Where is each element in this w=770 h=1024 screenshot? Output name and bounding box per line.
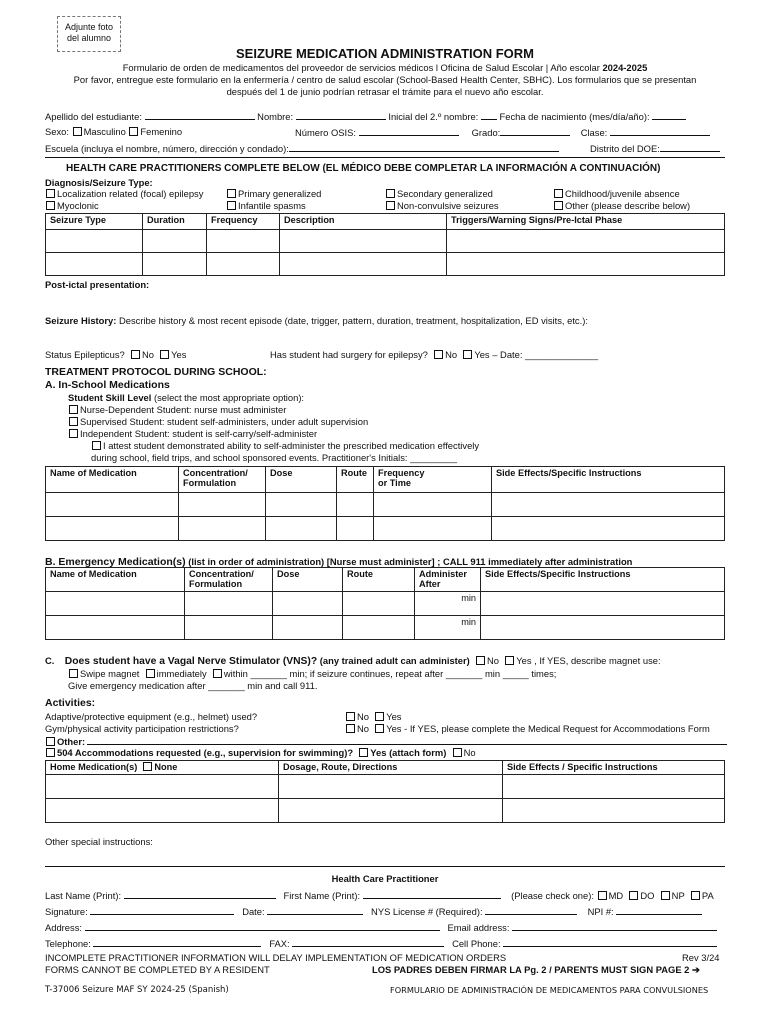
form-title: SEIZURE MEDICATION ADMINISTRATION FORM bbox=[235, 46, 535, 61]
student-row-2: Sexo: Masculino Femenino bbox=[45, 126, 183, 137]
home-med-table bbox=[45, 760, 725, 823]
skill-opt2: Supervised Student: student self-administers, under adult supervision bbox=[68, 416, 368, 427]
diag-opt4: Childhood/juvenile absence bbox=[553, 188, 680, 199]
activity-other: Other: bbox=[45, 735, 727, 747]
school-row: Escuela (incluya el nombre, número, dirección y condado): bbox=[45, 142, 559, 154]
npi-field[interactable] bbox=[616, 905, 702, 915]
other-checkbox[interactable] bbox=[46, 737, 55, 746]
osis-field[interactable] bbox=[359, 126, 459, 136]
first-name-field[interactable] bbox=[296, 110, 386, 120]
activity-q2: Gym/physical activity participation restrictions? bbox=[45, 723, 239, 734]
table-row[interactable] bbox=[46, 230, 725, 253]
practitioner-row4: Telephone: FAX: Cell Phone: bbox=[45, 937, 717, 949]
fax-field[interactable] bbox=[292, 937, 444, 947]
equip-no-checkbox[interactable] bbox=[346, 712, 355, 721]
col-frequency: Frequency bbox=[207, 214, 280, 230]
diag-opt6: Infantile spasms bbox=[226, 200, 306, 211]
home-none-checkbox[interactable] bbox=[143, 762, 152, 771]
footer-form-name: FORMULARIO DE ADMINISTRACIÓN DE MEDICAMENTOS PARA CONVULSIONES bbox=[390, 985, 709, 995]
class-field[interactable] bbox=[610, 126, 710, 136]
acc-no-checkbox[interactable] bbox=[453, 748, 462, 757]
vns-yes-checkbox[interactable] bbox=[505, 656, 514, 665]
other-field[interactable] bbox=[87, 735, 727, 745]
header-sub2: Por favor, entregue este formulario en la enfermería / centro de salud escolar (School-Based Health Center, SBHC). Los formularios que se presentan bbox=[73, 74, 697, 85]
col-dosage: Dosage, Route, Directions bbox=[279, 761, 503, 775]
col-em-concentration: Concentration/ Formulation bbox=[185, 568, 273, 592]
gym-no-checkbox[interactable] bbox=[346, 724, 355, 733]
diag-checkbox-6[interactable] bbox=[227, 201, 236, 210]
diag-opt7: Non-convulsive seizures bbox=[385, 200, 499, 211]
col-route: Route bbox=[337, 467, 374, 493]
col-duration: Duration bbox=[143, 214, 207, 230]
col-em-administer: Administer After bbox=[415, 568, 481, 592]
grade-field[interactable] bbox=[500, 126, 570, 136]
attest-line2: during school, field trips, and school sponsored events. Practitioner's Initials: _________ bbox=[91, 452, 458, 463]
activities-heading: Activities: bbox=[45, 697, 96, 709]
table-row[interactable] bbox=[46, 592, 725, 616]
attest-checkbox[interactable] bbox=[92, 441, 101, 450]
practitioner-row2: Signature: Date: NYS License # (Required): NPI #: bbox=[45, 905, 702, 917]
photo-label-1: Adjunte foto bbox=[64, 22, 114, 32]
skill-opt3: Independent Student: student is self-carry/self-administer bbox=[68, 428, 317, 439]
seizure-table bbox=[45, 213, 725, 276]
emergency-med-table bbox=[45, 567, 725, 640]
footer-sign: LOS PADRES DEBEN FIRMAR LA Pg. 2 / PARENTS MUST SIGN PAGE 2 ➔ bbox=[372, 964, 700, 975]
accommodations-row: 504 Accommodations requested (e.g., supervision for swimming)? Yes (attach form) No bbox=[45, 747, 476, 758]
status-yes-checkbox[interactable] bbox=[160, 350, 169, 359]
practitioner-heading: Health Care Practitioner bbox=[331, 873, 439, 884]
vns-line3: Give emergency medication after _______ min and call 911. bbox=[68, 680, 318, 691]
surgery-row: Has student had surgery for epilepsy? No Yes – Date: ______________ bbox=[270, 349, 599, 360]
footer-warn2: FORMS CANNOT BE COMPLETED BY A RESIDENT bbox=[45, 964, 270, 975]
practitioner-row3: Address: Email address: bbox=[45, 921, 717, 933]
diag-checkbox-2[interactable] bbox=[227, 189, 236, 198]
col-home-med: Home Medication(s) None bbox=[46, 761, 279, 775]
col-em-side-effects: Side Effects/Specific Instructions bbox=[481, 568, 725, 592]
initial-field[interactable] bbox=[481, 110, 497, 120]
other-special-label: Other special instructions: bbox=[45, 836, 153, 847]
col-med-name: Name of Medication bbox=[46, 467, 179, 493]
skill-label: Student Skill Level (select the most appropriate option): bbox=[68, 392, 305, 403]
attest-line1: I attest student demonstrated ability to self-administer the prescribed medication effectively bbox=[91, 440, 479, 451]
min-cell: min bbox=[415, 616, 481, 640]
col-concentration: Concentration/ Formulation bbox=[179, 467, 266, 493]
header-sub3: después del 1 de junio podrían retrasar el trámite para el nuevo año escolar. bbox=[226, 86, 544, 97]
diag-checkbox-8[interactable] bbox=[554, 201, 563, 210]
acc-checkbox[interactable] bbox=[46, 748, 55, 757]
hcp-divider bbox=[45, 157, 725, 158]
activity-a2: No Yes - If YES, please complete the Medical Request for Accommodations Form bbox=[345, 723, 710, 734]
col-description: Description bbox=[280, 214, 447, 230]
diag-opt3: Secondary generalized bbox=[385, 188, 493, 199]
table-row[interactable] bbox=[46, 517, 725, 541]
protocol-heading: TREATMENT PROTOCOL DURING SCHOOL: bbox=[45, 366, 267, 378]
gym-yes-checkbox[interactable] bbox=[375, 724, 384, 733]
hcp-last-name-field[interactable] bbox=[124, 889, 276, 899]
date-field[interactable] bbox=[267, 905, 363, 915]
student-row-1: Apellido del estudiante: Nombre: Inicial del 2.º nombre: Fecha de nacimiento (mes/día/año): bbox=[45, 110, 686, 122]
school-field[interactable] bbox=[289, 142, 559, 152]
practitioner-row1: Last Name (Print): First Name (Print): (Please check one): MD DO NP PA bbox=[45, 890, 714, 901]
col-frequency-time: Frequency or Time bbox=[374, 467, 492, 493]
diag-opt8: Other (please describe below) bbox=[553, 200, 690, 211]
skill-checkbox-3[interactable] bbox=[69, 429, 78, 438]
last-name-field[interactable] bbox=[145, 110, 255, 120]
equip-yes-checkbox[interactable] bbox=[375, 712, 384, 721]
activity-q1: Adaptive/protective equipment (e.g., helmet) used? bbox=[45, 711, 258, 722]
hcp-first-name-field[interactable] bbox=[363, 889, 501, 899]
table-row[interactable] bbox=[46, 616, 725, 640]
col-home-side-effects: Side Effects / Specific Instructions bbox=[503, 761, 725, 775]
telephone-field[interactable] bbox=[93, 937, 261, 947]
post-ictal-label: Post-ictal presentation: bbox=[45, 279, 150, 290]
col-em-med-name: Name of Medication bbox=[46, 568, 185, 592]
male-checkbox[interactable] bbox=[73, 127, 82, 136]
md-checkbox[interactable] bbox=[598, 891, 607, 900]
diag-opt1: Localization related (focal) epilepsy bbox=[45, 188, 203, 199]
col-em-dose: Dose bbox=[273, 568, 343, 592]
skill-checkbox-1[interactable] bbox=[69, 405, 78, 414]
footer-warn1: INCOMPLETE PRACTITIONER INFORMATION WILL DELAY IMPLEMENTATION OF MEDICATION ORDERS bbox=[45, 952, 507, 963]
section-b-heading: B. Emergency Medication(s) (list in order of administration) [Nurse must administer] ; CALL 911 immediately after administration bbox=[45, 556, 633, 568]
np-checkbox[interactable] bbox=[661, 891, 670, 900]
footer-code: T-37006 Seizure MAF SY 2024-25 (Spanish) bbox=[45, 985, 229, 995]
swipe-checkbox[interactable] bbox=[69, 669, 78, 678]
practitioner-divider bbox=[45, 866, 725, 867]
header-sub1: Formulario de orden de medicamentos del proveedor de servicios médicos l Oficina de Salud Escolar | Año escolar 2024-2025 bbox=[122, 62, 648, 73]
col-side-effects: Side Effects/Specific Instructions bbox=[492, 467, 725, 493]
table-row[interactable] bbox=[46, 775, 725, 799]
diag-opt5: Myoclonic bbox=[45, 200, 99, 211]
surgery-no-checkbox[interactable] bbox=[434, 350, 443, 359]
diag-opt2: Primary generalized bbox=[226, 188, 321, 199]
status-no-checkbox[interactable] bbox=[131, 350, 140, 359]
col-triggers: Triggers/Warning Signs/Pre-Ictal Phase bbox=[447, 214, 725, 230]
dob-field[interactable] bbox=[652, 110, 686, 120]
license-field[interactable] bbox=[485, 905, 577, 915]
vns-line2: Swipe magnet immediately within _______ min; if seizure continues, repeat after _______ min _____ times; bbox=[68, 668, 556, 679]
history-row: Seizure History: Describe history & most recent episode (date, trigger, pattern, duration, treatment, hospitalization, ED visits, etc.): bbox=[45, 315, 588, 326]
signature-field[interactable] bbox=[90, 905, 234, 915]
cell-field[interactable] bbox=[503, 937, 717, 947]
col-seizure-type: Seizure Type bbox=[46, 214, 143, 230]
female-checkbox[interactable] bbox=[129, 127, 138, 136]
col-dose: Dose bbox=[266, 467, 337, 493]
activity-a1: No Yes bbox=[345, 711, 402, 722]
district-field[interactable] bbox=[660, 142, 720, 152]
address-field[interactable] bbox=[85, 921, 440, 931]
min-cell: min bbox=[415, 592, 481, 616]
pa-checkbox[interactable] bbox=[691, 891, 700, 900]
photo-label-2: del alumno bbox=[66, 33, 112, 43]
immediately-checkbox[interactable] bbox=[146, 669, 155, 678]
footer-rev: Rev 3/24 bbox=[682, 952, 720, 963]
status-row: Status Epilepticus? No Yes bbox=[45, 349, 187, 360]
diagnosis-label: Diagnosis/Seizure Type: bbox=[45, 177, 153, 188]
email-field[interactable] bbox=[512, 921, 717, 931]
skill-checkbox-2[interactable] bbox=[69, 417, 78, 426]
within-checkbox[interactable] bbox=[213, 669, 222, 678]
diag-checkbox-7[interactable] bbox=[386, 201, 395, 210]
skill-opt1: Nurse-Dependent Student: nurse must administer bbox=[68, 404, 286, 415]
district-row: Distrito del DOE: bbox=[590, 142, 720, 154]
section-a-heading: A. In-School Medications bbox=[45, 379, 170, 391]
surgery-yes-checkbox[interactable] bbox=[463, 350, 472, 359]
table-row[interactable] bbox=[46, 493, 725, 517]
do-checkbox[interactable] bbox=[629, 891, 638, 900]
diag-checkbox-1[interactable] bbox=[46, 189, 55, 198]
osis-row: Número OSIS: Grado: Clase: bbox=[295, 126, 710, 138]
table-row[interactable] bbox=[46, 799, 725, 823]
diag-checkbox-3[interactable] bbox=[386, 189, 395, 198]
acc-yes-checkbox[interactable] bbox=[359, 748, 368, 757]
hcp-heading: HEALTH CARE PRACTITIONERS COMPLETE BELOW (EL MÉDICO DEBE COMPLETAR LA INFORMACIÓN A CONTINUACIÓN) bbox=[66, 163, 661, 174]
col-em-route: Route bbox=[343, 568, 415, 592]
vns-no-checkbox[interactable] bbox=[476, 656, 485, 665]
vns-row: C. Does student have a Vagal Nerve Stimulator (VNS)? (any trained adult can administer) No Yes , If YES, describe magnet use: bbox=[45, 655, 661, 667]
in-school-med-table bbox=[45, 466, 725, 541]
diag-checkbox-4[interactable] bbox=[554, 189, 563, 198]
table-row[interactable] bbox=[46, 253, 725, 276]
diag-checkbox-5[interactable] bbox=[46, 201, 55, 210]
